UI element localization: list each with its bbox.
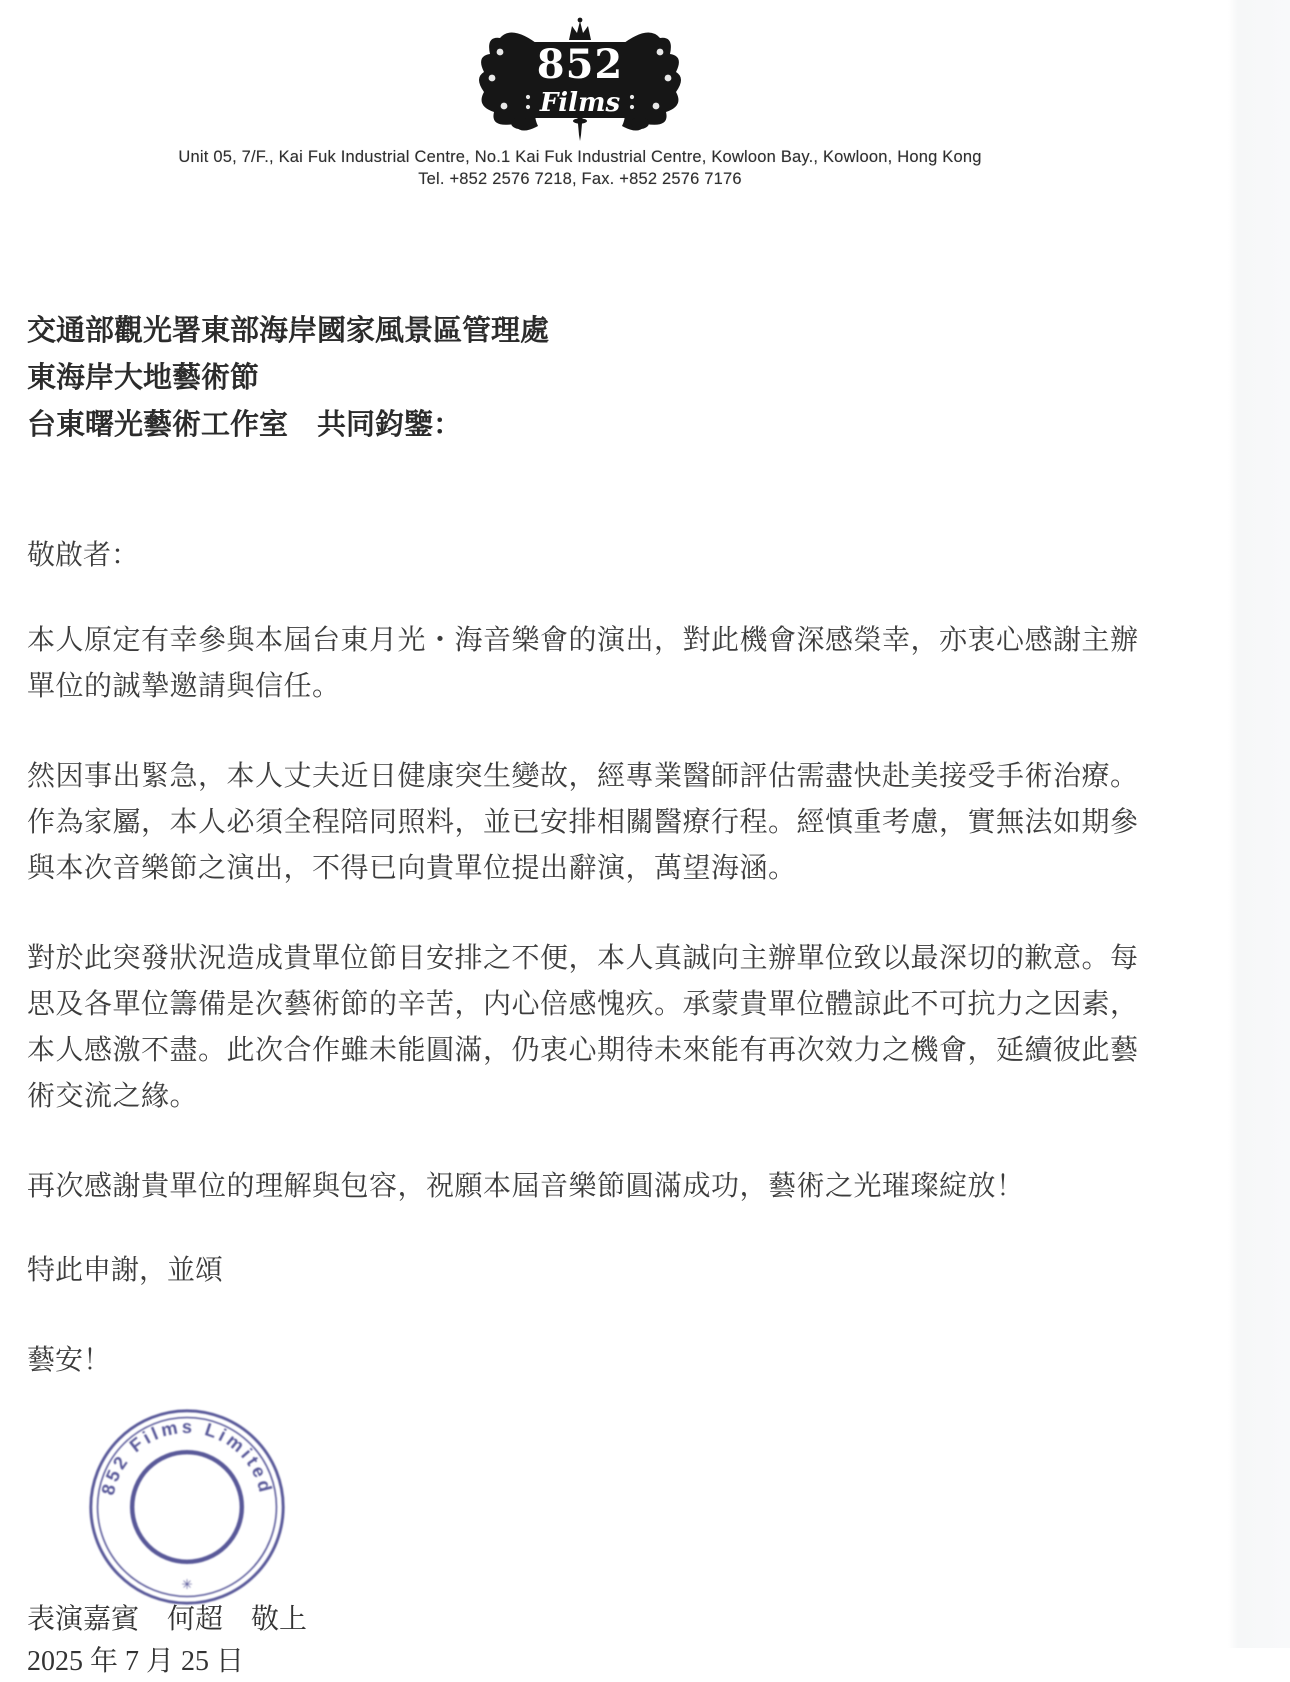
- logo-word-text: Films: [539, 88, 621, 118]
- paragraph-line: 單位的誠摯邀請與信任。: [27, 671, 341, 702]
- closing-thanks-line: 特此申謝，並頌: [27, 1255, 224, 1286]
- paragraph-line: 再次感謝貴單位的理解與包容，祝願本屆音樂節圓滿成功，藝術之光璀璨綻放！: [27, 1171, 1025, 1202]
- company-stamp: [82, 1406, 292, 1608]
- company-stamp-icon: [82, 1406, 292, 1608]
- recipient-line: 東海岸大地藝術節: [27, 362, 260, 394]
- body-paragraph: [27, 618, 1155, 710]
- paragraph-line: 作為家屬，本人必須全程陪同照料，並已安排相關醫療行程。經慎重考慮，實無法如期參: [27, 807, 1139, 838]
- paragraph-line: 本人原定有幸參與本屆台東月光・海音樂會的演出，對此機會深感榮幸，亦衷心感謝主辦: [27, 625, 1139, 656]
- paragraph-line: 對於此突發狀況造成貴單位節目安排之不便，本人真誠向主辦單位致以最深切的歉意。每: [27, 943, 1139, 974]
- letterhead-address: Unit 05, 7/F., Kai Fuk Industrial Centre, No.1 Kai Fuk Industrial Centre, Kowloon Bay., Kowloon, Hong Kong: [178, 148, 982, 166]
- salutation: 敬啟者：: [27, 540, 140, 571]
- body-paragraph: [27, 754, 1155, 892]
- paragraph-line: 與本次音樂節之演出，不得已向貴單位提出辭演，萬望海涵。: [27, 853, 797, 884]
- paragraph-line: 思及各單位籌備是次藝術節的辛苦，内心倍感愧疚。承蒙貴單位體諒此不可抗力之因素，: [27, 989, 1139, 1020]
- recipient-line: 交通部觀光署東部海岸國家風景區管理處: [27, 315, 550, 347]
- stamp-ring-text: 852 Films Limited: [96, 1415, 278, 1498]
- company-logo-852-films-icon: [474, 16, 686, 142]
- signature-line: 表演嘉賓 何超 敬上: [27, 1604, 308, 1635]
- closing-regards-line: 藝安！: [27, 1345, 112, 1376]
- letterhead: [0, 16, 1160, 190]
- svg-text:852 Films Limited: [97, 1416, 277, 1497]
- paragraph-line: 術交流之緣。: [27, 1081, 199, 1112]
- recipient-line: 台東曙光藝術工作室 共同鈞鑒：: [27, 409, 463, 441]
- stamp-star-glyph: ✳: [181, 1576, 193, 1592]
- paragraph-line: 本人感激不盡。此次合作雖未能圓滿，仍衷心期待未來能有再次效力之機會，延續彼此藝: [27, 1035, 1139, 1066]
- recipient-block: [27, 308, 1155, 449]
- scan-edge-strip: [1228, 0, 1290, 1648]
- letter-body: [27, 308, 1155, 1682]
- letterhead-phone: Tel. +852 2576 7218, Fax. +852 2576 7176: [418, 170, 742, 188]
- logo-number-text: 852: [536, 41, 624, 88]
- body-paragraph: [27, 1164, 1155, 1210]
- body-paragraph: [27, 936, 1155, 1120]
- date-line: 2025 年 7 月 25 日: [27, 1646, 245, 1677]
- paragraph-line: 然因事出緊急，本人丈夫近日健康突生變故，經專業醫師評估需盡快赴美接受手術治療。: [27, 761, 1139, 792]
